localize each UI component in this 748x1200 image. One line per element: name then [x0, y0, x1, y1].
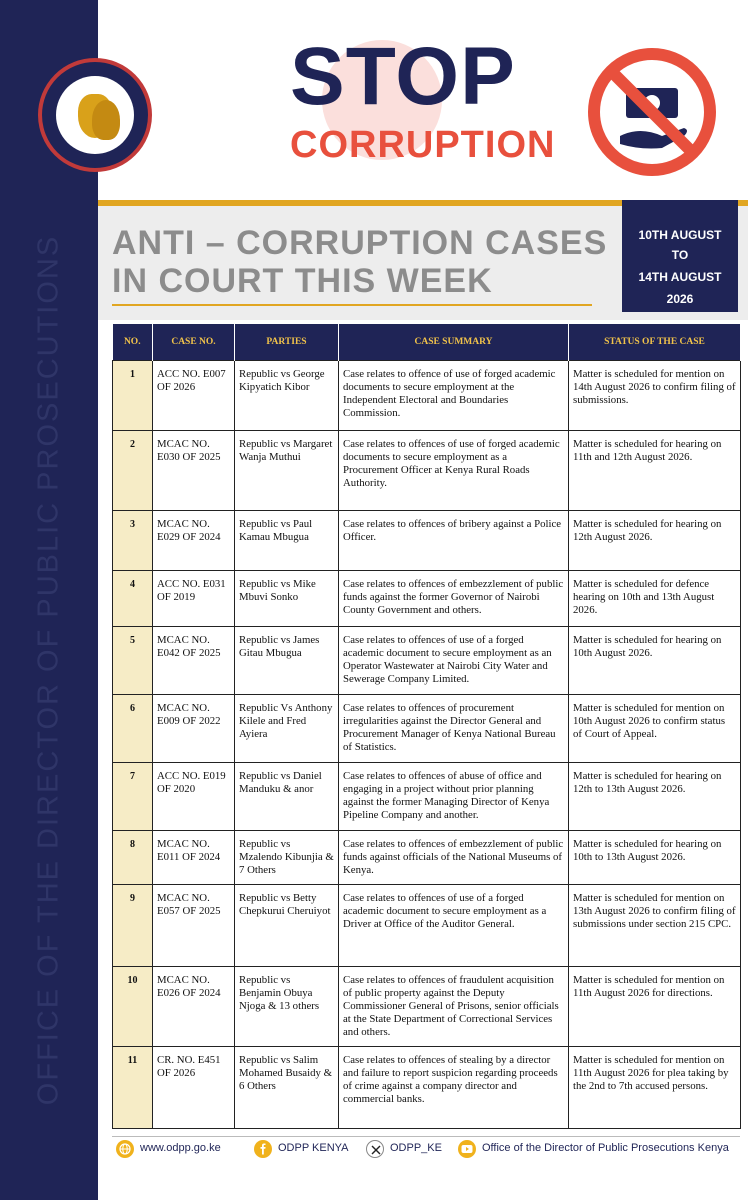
case-status: Matter is scheduled for mention on 13th August 2026 to confirm filing of submissions under section 215 CPC.: [569, 885, 741, 967]
case-parties: Republic vs Mzalendo Kibunjia & 7 Others: [235, 831, 339, 885]
case-summary: Case relates to offences of bribery against a Police Officer.: [339, 511, 569, 571]
case-number: MCAC NO. E042 OF 2025: [153, 627, 235, 695]
header-parties: PARTIES: [235, 324, 339, 361]
facebook-icon: [254, 1140, 272, 1158]
case-status: Matter is scheduled for defence hearing on 10th and 13th August 2026.: [569, 571, 741, 627]
header-status: STATUS OF THE CASE: [569, 324, 741, 361]
case-parties: Republic vs James Gitau Mbugua: [235, 627, 339, 695]
table-row: [113, 967, 741, 1047]
no-money-sign-icon: [584, 44, 720, 180]
stop-corruption-banner: [262, 30, 556, 170]
table-row: [113, 695, 741, 763]
table-row: [113, 763, 741, 831]
stop-text: STOP: [290, 31, 516, 122]
case-parties: Republic vs Betty Chepkurui Cheruiyot: [235, 885, 339, 967]
table-row: [113, 1047, 741, 1129]
table-row: [113, 571, 741, 627]
case-number: MCAC NO. E011 OF 2024: [153, 831, 235, 885]
case-summary: Case relates to offences of use of a forged academic document to secure employment as a Driver at Office of the Auditor General.: [339, 885, 569, 967]
case-status: Matter is scheduled for hearing on 10th August 2026.: [569, 627, 741, 695]
case-status: Matter is scheduled for mention on 11th August 2026 for plea taking by the 2nd to 7th accused persons.: [569, 1047, 741, 1129]
case-summary: Case relates to offences of abuse of office and engaging in a project without prior planning against the former Managing Director of Kenya Pipeline Company and another.: [339, 763, 569, 831]
date-from: 10TH AUGUST: [638, 228, 722, 242]
row-number: 7: [113, 763, 153, 831]
table-row: [113, 361, 741, 431]
page-title-line1: ANTI – CORRUPTION CASES: [112, 224, 608, 262]
case-summary: Case relates to offences of use of a forged academic document to secure employment as an Operator Wastewater at Nairobi City Water and Sewerage Company Limited.: [339, 627, 569, 695]
case-number: ACC NO. E031 OF 2019: [153, 571, 235, 627]
sidebar-vertical-text: OFFICE OF THE DIRECTOR OF PUBLIC PROSECUTIONS: [32, 234, 65, 1106]
case-status: Matter is scheduled for mention on 10th August 2026 to confirm status of Court of Appeal.: [569, 695, 741, 763]
table-row: [113, 627, 741, 695]
case-parties: Republic vs George Kipyatich Kibor: [235, 361, 339, 431]
case-parties: Republic vs Margaret Wanja Muthui: [235, 431, 339, 511]
table-row: [113, 511, 741, 571]
case-summary: Case relates to offences of fraudulent acquisition of public property against the Deputy Commissioner General of Prisons, senior officials at the State Department of Correctional Services and others.: [339, 967, 569, 1047]
header-case-no: CASE NO.: [153, 324, 235, 361]
case-parties: Republic vs Mike Mbuvi Sonko: [235, 571, 339, 627]
case-status: Matter is scheduled for hearing on 11th and 12th August 2026.: [569, 431, 741, 511]
corruption-text: CORRUPTION: [290, 124, 556, 166]
date-to: 14TH AUGUST: [638, 270, 722, 284]
case-status: Matter is scheduled for mention on 14th August 2026 to confirm filing of submissions.: [569, 361, 741, 431]
row-number: 6: [113, 695, 153, 763]
table-row: [113, 831, 741, 885]
website-link[interactable]: www.odpp.go.ke: [140, 1142, 221, 1154]
case-number: CR. NO. E451 OF 2026: [153, 1047, 235, 1129]
x-icon: [366, 1140, 384, 1158]
case-parties: Republic vs Salim Mohamed Busaidy & 6 Others: [235, 1047, 339, 1129]
case-parties: Republic vs Daniel Manduku & anor: [235, 763, 339, 831]
header-case-summary: CASE SUMMARY: [339, 324, 569, 361]
row-number: 5: [113, 627, 153, 695]
row-number: 1: [113, 361, 153, 431]
date-to-label: TO: [671, 248, 689, 262]
case-number: MCAC NO. E030 OF 2025: [153, 431, 235, 511]
date-range-box: [622, 200, 738, 312]
case-summary: Case relates to offences of embezzlement of public funds against officials of the National Museums of Kenya.: [339, 831, 569, 885]
odpp-logo: [38, 58, 152, 172]
sidebar: [0, 0, 98, 1200]
case-parties: Republic vs Benjamin Obuya Njoga & 13 others: [235, 967, 339, 1047]
globe-icon: [116, 1140, 134, 1158]
page-title-line2: IN COURT THIS WEEK: [112, 262, 493, 300]
case-number: ACC NO. E007 OF 2026: [153, 361, 235, 431]
case-status: Matter is scheduled for hearing on 12th to 13th August 2026.: [569, 763, 741, 831]
table-row: [113, 431, 741, 511]
case-summary: Case relates to offences of use of forged academic documents to secure employment as a Procurement Officer at Kenya Rural Roads Authority.: [339, 431, 569, 511]
case-status: Matter is scheduled for hearing on 12th August 2026.: [569, 511, 741, 571]
title-underline: [112, 304, 592, 306]
case-number: MCAC NO. E029 OF 2024: [153, 511, 235, 571]
case-number: MCAC NO. E057 OF 2025: [153, 885, 235, 967]
row-number: 10: [113, 967, 153, 1047]
row-number: 3: [113, 511, 153, 571]
x-handle[interactable]: ODPP_KE: [390, 1142, 442, 1154]
case-summary: Case relates to offences of procurement irregularities against the Director General and Procurement Manager of Kenya National Bureau of Statistics.: [339, 695, 569, 763]
footer-divider: [112, 1136, 740, 1137]
header-no: NO.: [113, 324, 153, 361]
case-status: Matter is scheduled for hearing on 10th to 13th August 2026.: [569, 831, 741, 885]
case-number: ACC NO. E019 OF 2020: [153, 763, 235, 831]
table-header-row: [113, 324, 741, 361]
case-parties: Republic Vs Anthony Kilele and Fred Ayiera: [235, 695, 339, 763]
row-number: 8: [113, 831, 153, 885]
case-summary: Case relates to offences of embezzlement of public funds against the former Governor of Nairobi County Government and others.: [339, 571, 569, 627]
table-row: [113, 885, 741, 967]
case-summary: Case relates to offences of stealing by a director and failure to report suspicion regarding proceeds of crime against a company director and commercial banks.: [339, 1047, 569, 1129]
case-number: MCAC NO. E009 OF 2022: [153, 695, 235, 763]
row-number: 2: [113, 431, 153, 511]
youtube-channel[interactable]: Office of the Director of Public Prosecutions Kenya: [482, 1142, 729, 1154]
case-parties: Republic vs Paul Kamau Mbugua: [235, 511, 339, 571]
case-summary: Case relates to offence of use of forged academic documents to secure employment at the Independent Electoral and Boundaries Commission.: [339, 361, 569, 431]
youtube-icon: [458, 1140, 476, 1158]
date-year: 2026: [666, 292, 694, 306]
facebook-handle[interactable]: ODPP KENYA: [278, 1142, 349, 1154]
row-number: 9: [113, 885, 153, 967]
row-number: 11: [113, 1047, 153, 1129]
case-number: MCAC NO. E026 OF 2024: [153, 967, 235, 1047]
row-number: 4: [113, 571, 153, 627]
cases-table: [112, 324, 741, 1129]
logo-inner: [56, 76, 134, 154]
case-status: Matter is scheduled for mention on 11th August 2026 for directions.: [569, 967, 741, 1047]
logo-scales-icon: [92, 100, 120, 140]
